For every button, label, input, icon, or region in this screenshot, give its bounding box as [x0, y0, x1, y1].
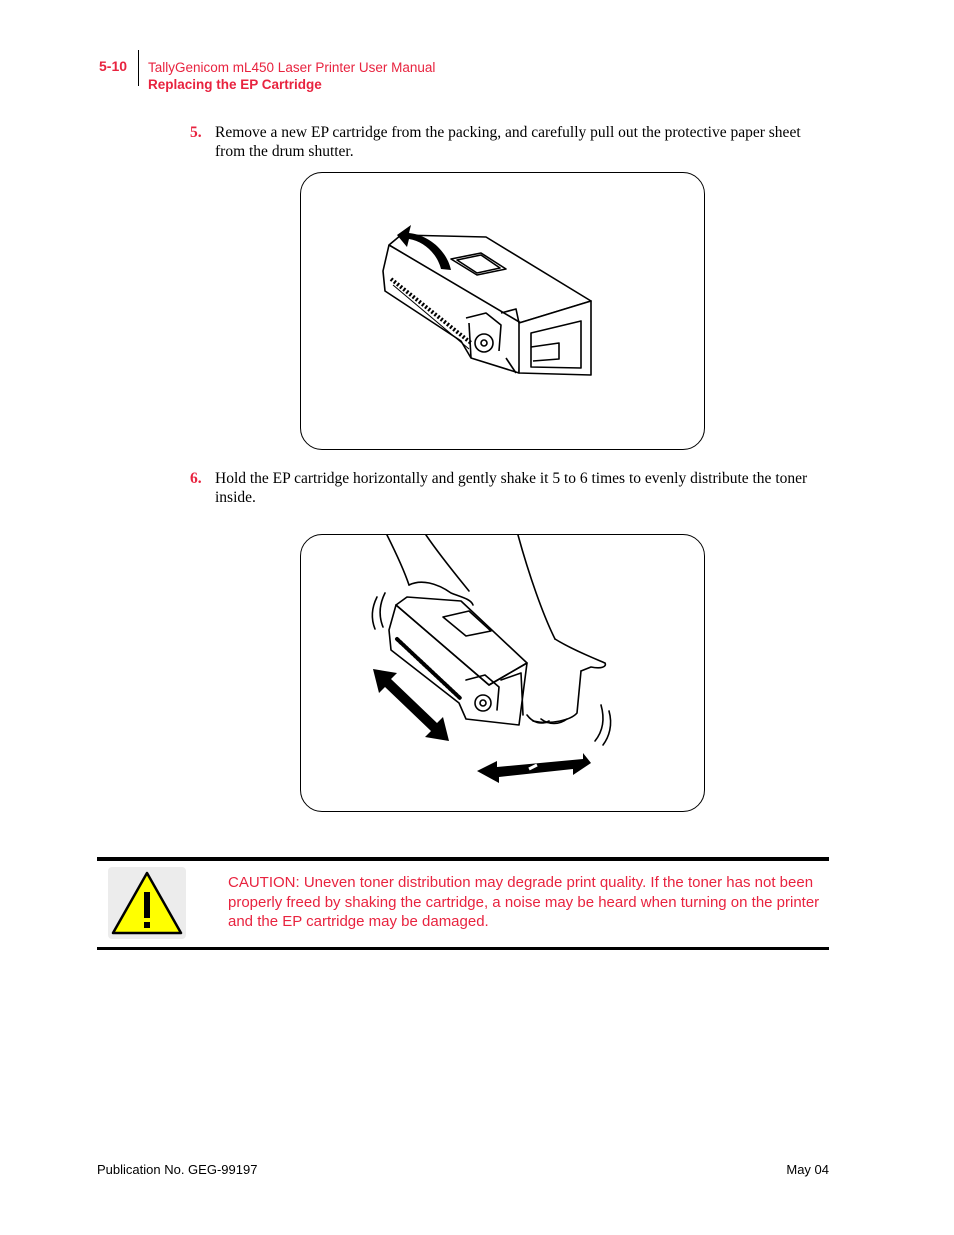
- step-number: 5.: [190, 124, 202, 141]
- shaking-drawing: [301, 535, 705, 812]
- header-divider: [138, 50, 139, 86]
- caution-bottom-rule: [97, 947, 829, 950]
- cartridge-paper-removal-illustration: [300, 172, 705, 450]
- step-number: 6.: [190, 470, 202, 487]
- cartridge-drawing: [301, 173, 705, 450]
- cartridge-shaking-illustration: [300, 534, 705, 812]
- manual-title: TallyGenicom mL450 Laser Printer User Manual: [148, 60, 436, 75]
- caution-top-rule: [97, 857, 829, 861]
- publication-number: Publication No. GEG-99197: [97, 1162, 258, 1177]
- step-text: Remove a new EP cartridge from the packing, and carefully pull out the protective paper sheet from the drum shutter.: [215, 124, 801, 160]
- step-text: Hold the EP cartridge horizontally and gently shake it 5 to 6 times to evenly distribute the toner inside.: [215, 470, 808, 506]
- warning-triangle-icon: [108, 867, 186, 939]
- warning-icon-panel: [108, 867, 186, 939]
- page-number: 5-10: [99, 58, 128, 74]
- caution-text: CAUTION: Uneven toner distribution may degrade print quality. If the toner has not been properly freed by shaking the cartridge, a noise may be heard when turning on the printer and the EP cartridge may be damaged.: [228, 874, 820, 930]
- publication-date: May 04: [786, 1162, 829, 1177]
- section-title: Replacing the EP Cartridge: [148, 77, 322, 92]
